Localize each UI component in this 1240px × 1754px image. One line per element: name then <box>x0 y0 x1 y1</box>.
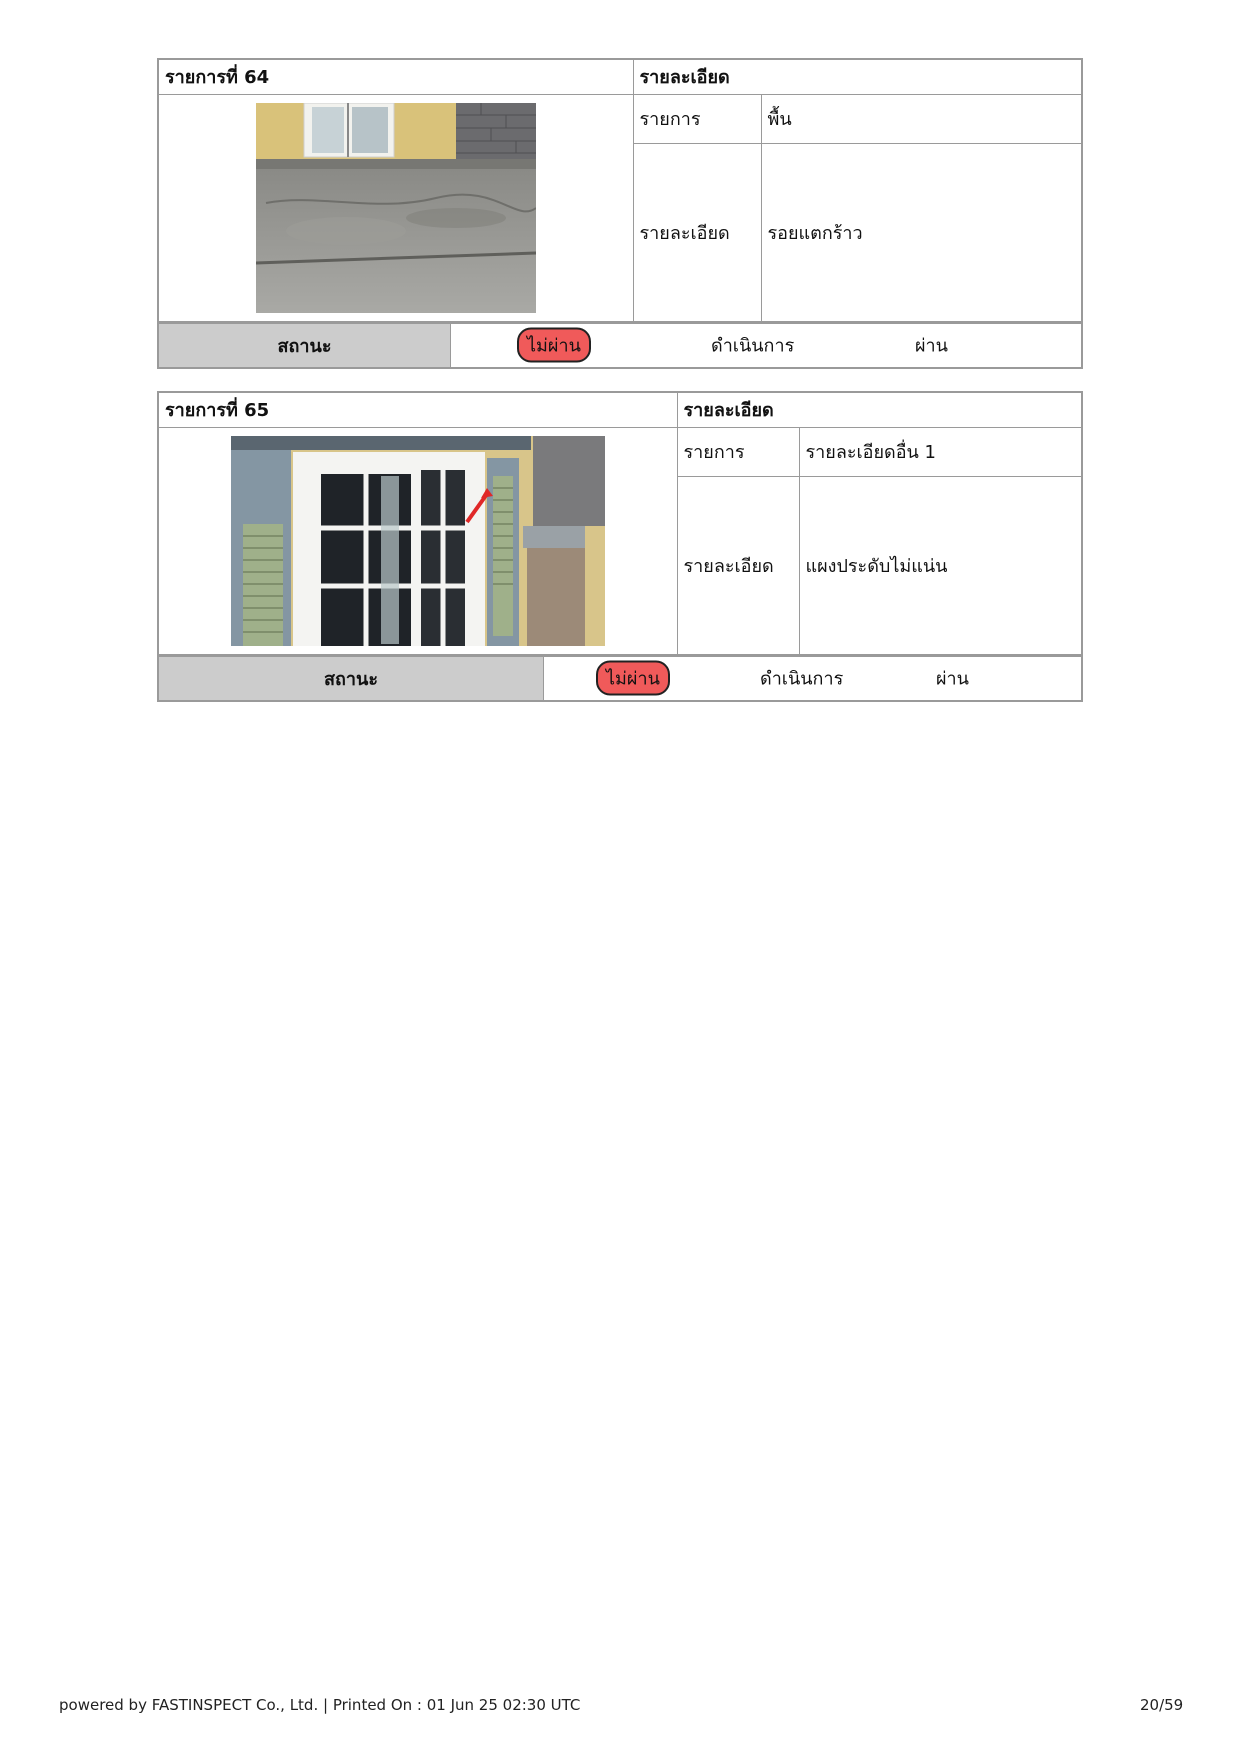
inspection-item-65 <box>157 391 1083 702</box>
detail-label: รายละเอียด <box>677 476 799 654</box>
footer-credit: powered by FASTINSPECT Co., Ltd. | Printed On : 01 Jun 25 02:30 UTC <box>59 1696 581 1714</box>
item-label: รายการ <box>633 94 761 143</box>
inspection-photo[interactable] <box>231 436 605 646</box>
status-option-fail[interactable]: ไม่ผ่าน <box>596 661 670 696</box>
photo-cell <box>159 427 677 654</box>
status-options <box>544 657 1081 700</box>
item-title: รายการที่ 65 <box>159 393 677 427</box>
detail-header: รายละเอียด <box>633 60 1081 94</box>
photo-cell <box>159 94 633 321</box>
status-label: สถานะ <box>159 324 451 367</box>
inspection-item-64 <box>157 58 1083 369</box>
status-option-in-progress[interactable]: ดำเนินการ <box>711 335 795 357</box>
status-option-in-progress[interactable]: ดำเนินการ <box>760 668 844 690</box>
status-options <box>451 324 1081 367</box>
inspection-photo[interactable] <box>256 103 536 313</box>
detail-value: รอยแตกร้าว <box>761 143 1081 321</box>
item-title: รายการที่ 64 <box>159 60 633 94</box>
page-number: 20/59 <box>1140 1696 1184 1714</box>
item-label: รายการ <box>677 427 799 476</box>
status-option-pass[interactable]: ผ่าน <box>936 668 969 690</box>
detail-value: แผงประดับไม่แน่น <box>799 476 1081 654</box>
status-option-pass[interactable]: ผ่าน <box>915 335 948 357</box>
item-value: รายละเอียดอื่น 1 <box>799 427 1081 476</box>
item-value: พื้น <box>761 94 1081 143</box>
status-row <box>159 655 1081 700</box>
status-label: สถานะ <box>159 657 544 700</box>
status-option-fail[interactable]: ไม่ผ่าน <box>517 328 591 363</box>
detail-label: รายละเอียด <box>633 143 761 321</box>
status-row <box>159 322 1081 367</box>
detail-header: รายละเอียด <box>677 393 1081 427</box>
